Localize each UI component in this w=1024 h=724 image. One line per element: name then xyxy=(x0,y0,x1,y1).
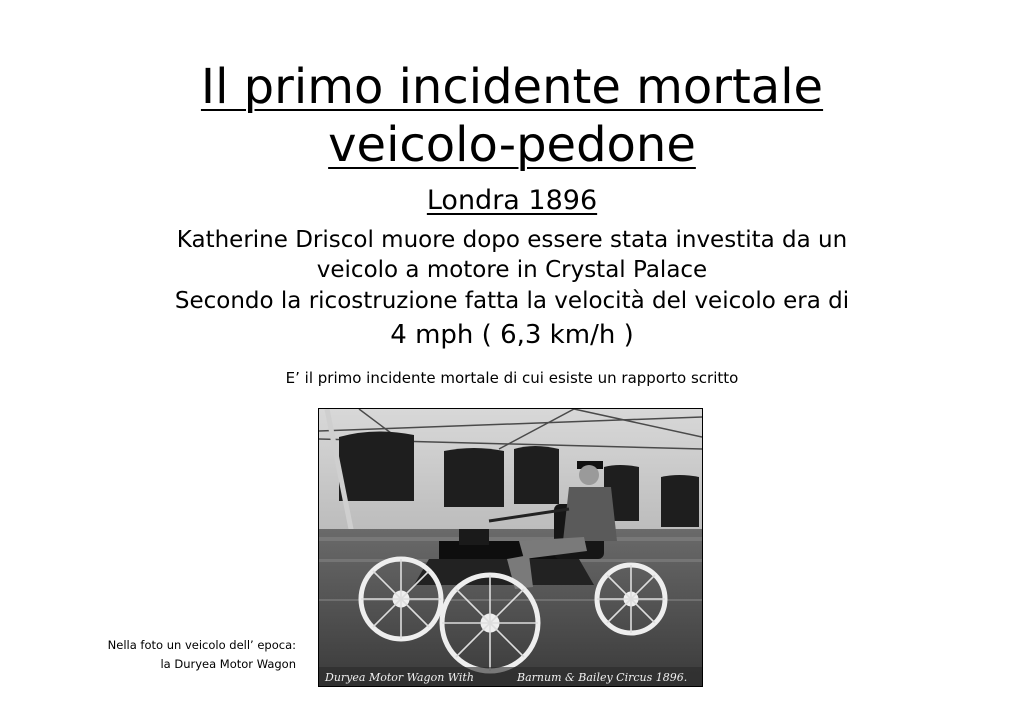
subtitle-location-year: Londra 1896 xyxy=(426,185,598,216)
photo-caption xyxy=(60,636,296,674)
paragraph-reconstruction: Secondo la ricostruzione fatta la velocità del veicolo era di xyxy=(174,288,850,314)
photo-inscription-right: Barnum & Bailey Circus 1896. xyxy=(517,671,688,684)
paragraph-victim-line-2: veicolo a motore in Crystal Palace xyxy=(316,257,708,283)
speed-value: 4 mph ( 6,3 km/h ) xyxy=(390,320,634,350)
photo-caption-line-2: la Duryea Motor Wagon xyxy=(160,657,296,671)
page-title-line-2: veicolo-pedone xyxy=(328,117,696,173)
photo-caption-line-1: Nella foto un veicolo dell’ epoca: xyxy=(107,638,296,652)
paragraph-victim-line-1: Katherine Driscol muore dopo essere stata investita da un xyxy=(176,227,848,253)
historic-photo-duryea-motor-wagon xyxy=(318,408,703,687)
photo-inscription-left: Duryea Motor Wagon With xyxy=(325,671,474,684)
photo-illustration xyxy=(319,409,702,686)
written-report-note: E’ il primo incidente mortale di cui esiste un rapporto scritto xyxy=(285,369,739,387)
paragraph-victim xyxy=(0,225,1024,285)
page-title xyxy=(0,58,1024,174)
page-title-line-1: Il primo incidente mortale xyxy=(200,59,824,115)
